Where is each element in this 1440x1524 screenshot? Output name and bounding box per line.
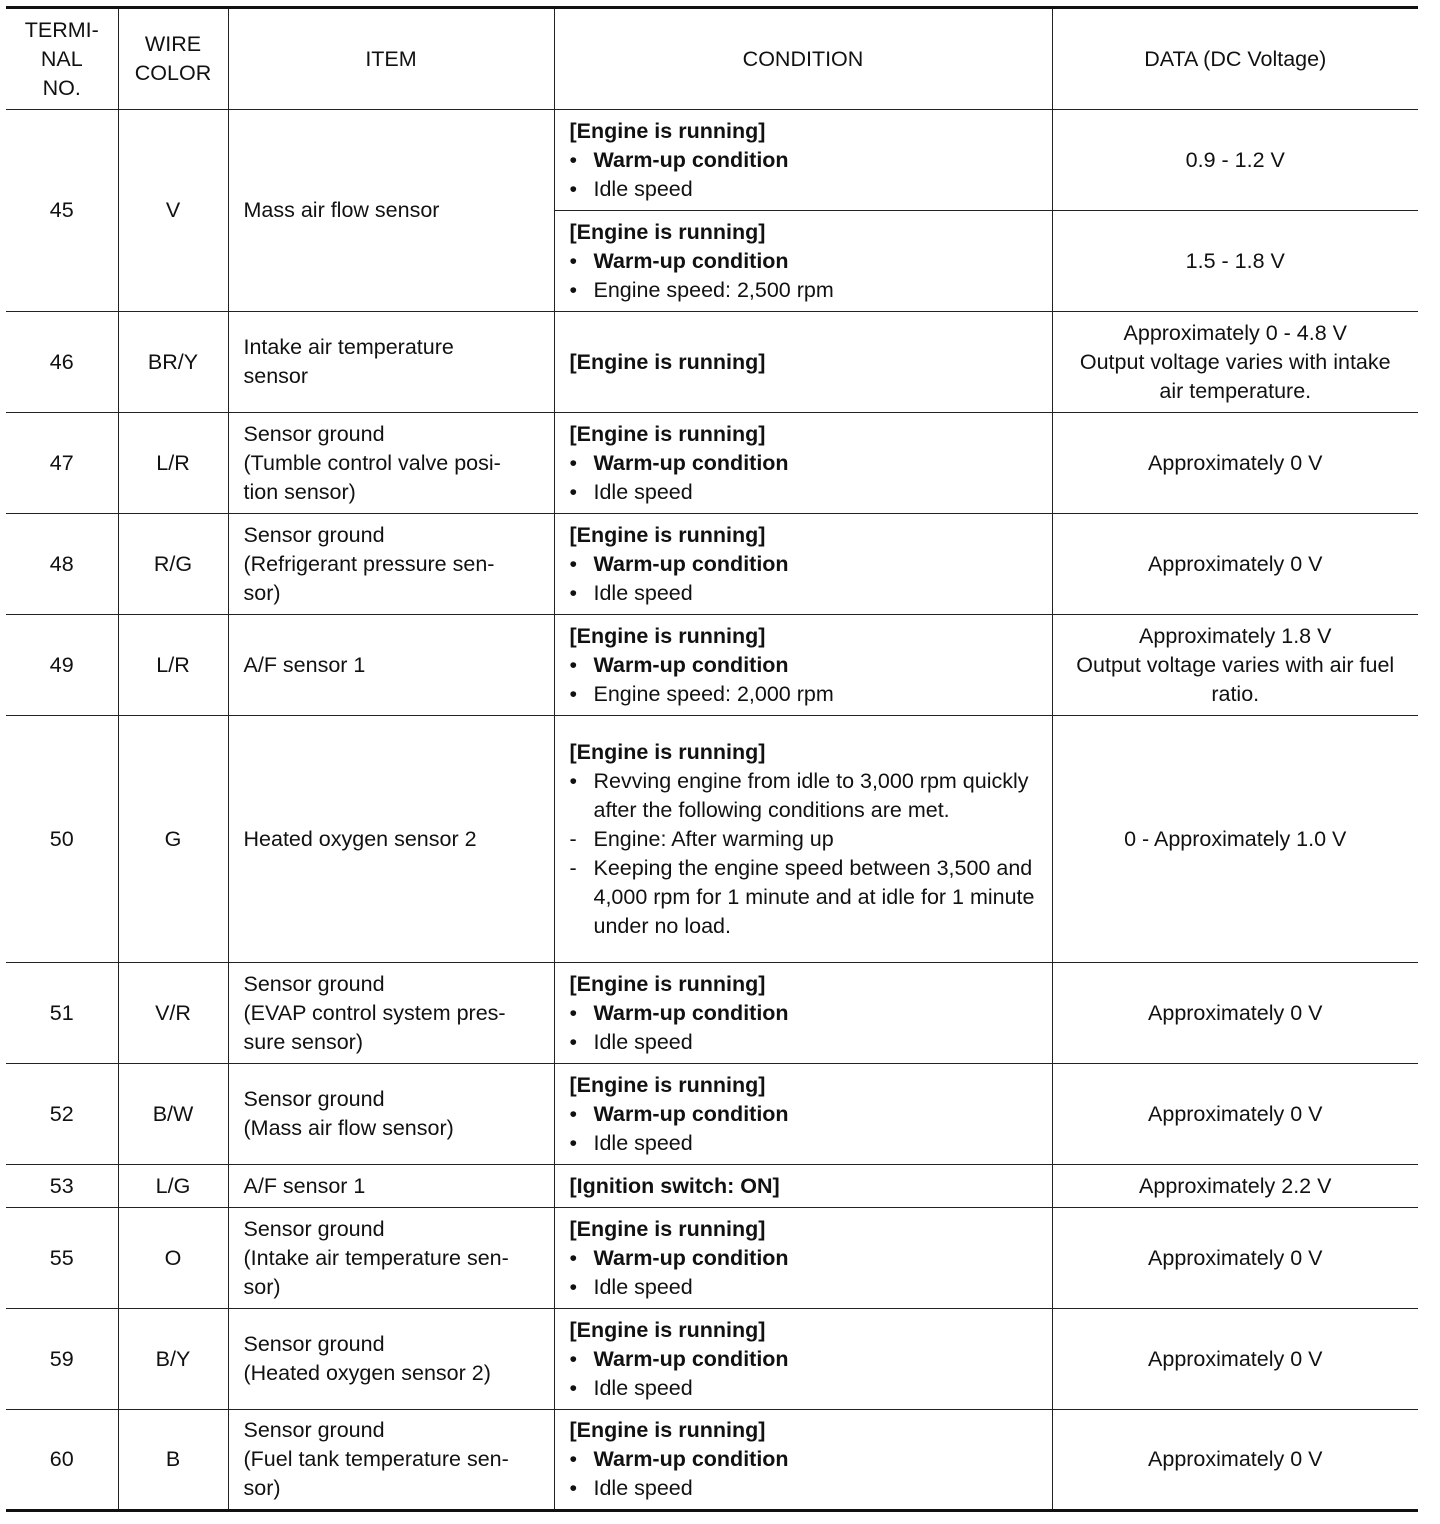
data-line: Approximately 0 V bbox=[1148, 1101, 1323, 1126]
condition-bullet bbox=[570, 1374, 1042, 1403]
dc-voltage-data bbox=[1052, 1410, 1418, 1511]
condition-heading: [Engine is running] bbox=[569, 971, 766, 996]
data-line: Approximately 1.8 V bbox=[1139, 623, 1332, 648]
header-text: TERMI- bbox=[24, 17, 99, 42]
condition-bullet bbox=[570, 651, 1042, 680]
item-line: Intake air temperature bbox=[243, 335, 454, 359]
bullet-marker: • bbox=[569, 1447, 578, 1471]
terminal-no: 50 bbox=[6, 716, 118, 963]
dc-voltage-data bbox=[1052, 963, 1418, 1064]
bullet-text: Warm-up condition bbox=[593, 1000, 789, 1025]
item-name bbox=[228, 1165, 554, 1208]
bullet-text: Warm-up condition bbox=[593, 450, 789, 475]
header-data bbox=[1052, 8, 1418, 110]
bullet-marker: • bbox=[569, 277, 578, 302]
item-line: (Tumble control valve posi- bbox=[243, 450, 501, 475]
item-name bbox=[228, 110, 554, 312]
data-line: Approximately 0 V bbox=[1148, 1346, 1323, 1371]
item-line: (Mass air flow sensor) bbox=[243, 1116, 454, 1140]
bullet-text: Engine speed: 2,000 rpm bbox=[593, 681, 834, 706]
terminal-no: 48 bbox=[6, 514, 118, 615]
bullet-marker: • bbox=[569, 652, 578, 677]
condition bbox=[554, 413, 1052, 514]
bullet-text: Idle speed bbox=[593, 1029, 693, 1054]
condition-bullet bbox=[570, 478, 1042, 507]
item-line: (Heated oxygen sensor 2) bbox=[243, 1361, 491, 1385]
terminal-no: 49 bbox=[6, 615, 118, 716]
item-line: Sensor ground bbox=[243, 1332, 385, 1356]
bullet-text: Warm-up condition bbox=[593, 1447, 789, 1471]
condition-bullet bbox=[570, 1100, 1042, 1129]
item-name bbox=[228, 615, 554, 716]
data-line: Approximately 0 - 4.8 V bbox=[1123, 320, 1347, 345]
table-row bbox=[6, 1208, 1418, 1309]
condition-heading: [Engine is running] bbox=[569, 118, 766, 143]
bullet-text: Idle speed bbox=[593, 1130, 693, 1155]
wire-color: B bbox=[118, 1410, 228, 1511]
bullet-marker: • bbox=[569, 580, 578, 605]
item-line: A/F sensor 1 bbox=[243, 652, 366, 677]
condition-bullet bbox=[570, 449, 1042, 478]
table-row bbox=[6, 1309, 1418, 1410]
condition-heading: [Engine is running] bbox=[569, 623, 766, 648]
bullet-text: Warm-up condition bbox=[593, 652, 789, 677]
bullet-marker: - bbox=[569, 826, 577, 851]
item-line: Sensor ground bbox=[243, 1418, 385, 1442]
dc-voltage-data bbox=[1052, 413, 1418, 514]
dc-voltage-data bbox=[1052, 1208, 1418, 1309]
terminal-no: 59 bbox=[6, 1309, 118, 1410]
header-row bbox=[6, 8, 1418, 110]
bullet-text: Warm-up condition bbox=[593, 551, 789, 576]
item-name bbox=[228, 413, 554, 514]
item-name bbox=[228, 1208, 554, 1309]
item-line: sor) bbox=[243, 1476, 281, 1500]
condition-bullet bbox=[570, 1129, 1042, 1158]
item-name bbox=[228, 514, 554, 615]
bullet-marker: • bbox=[569, 1029, 578, 1054]
item-line: (Refrigerant pressure sen- bbox=[243, 551, 495, 576]
table-row bbox=[6, 1410, 1418, 1511]
condition-bullet bbox=[570, 1273, 1042, 1302]
header-item bbox=[228, 8, 554, 110]
bullet-marker: • bbox=[569, 147, 578, 172]
table-row bbox=[6, 1165, 1418, 1208]
bullet-text: Idle speed bbox=[593, 176, 693, 201]
dc-voltage-data bbox=[1052, 716, 1418, 963]
bullet-marker: • bbox=[569, 479, 578, 504]
condition-bullet bbox=[570, 1345, 1042, 1374]
dc-voltage-data bbox=[1052, 1064, 1418, 1165]
item-line: tion sensor) bbox=[243, 479, 356, 504]
wire-color: L/R bbox=[118, 413, 228, 514]
data-line: ratio. bbox=[1211, 681, 1260, 706]
bullet-text: Idle speed bbox=[593, 1274, 693, 1299]
header-text: CONDITION bbox=[742, 46, 864, 71]
condition-bullet bbox=[570, 999, 1042, 1028]
condition-bullet bbox=[570, 1244, 1042, 1273]
item-line: sensor bbox=[243, 364, 309, 388]
terminal-no: 53 bbox=[6, 1165, 118, 1208]
bullet-marker: • bbox=[569, 1245, 578, 1270]
item-name bbox=[228, 1064, 554, 1165]
bullet-marker: • bbox=[569, 681, 578, 706]
bullet-text: Keeping the engine speed between 3,500 and 4,000 rpm for 1 minute and at idle for 1 minute under no load. bbox=[593, 855, 1035, 938]
data-line: 1.5 - 1.8 V bbox=[1185, 248, 1285, 273]
item-line: sor) bbox=[243, 580, 281, 605]
data-line: Approximately 0 V bbox=[1148, 1447, 1323, 1471]
bullet-text: Warm-up condition bbox=[593, 1346, 789, 1371]
condition-heading: [Engine is running] bbox=[569, 1216, 766, 1241]
item-line: Mass air flow sensor bbox=[243, 198, 440, 222]
condition-bullet bbox=[570, 854, 1042, 941]
terminal-no: 45 bbox=[6, 110, 118, 312]
data-line: Approximately 0 V bbox=[1148, 450, 1323, 475]
table-row bbox=[6, 413, 1418, 514]
wire-color: L/R bbox=[118, 615, 228, 716]
condition bbox=[554, 1309, 1052, 1410]
dc-voltage-data bbox=[1052, 110, 1418, 211]
data-line: Approximately 0 V bbox=[1148, 551, 1323, 576]
condition bbox=[554, 110, 1052, 211]
terminal-no: 52 bbox=[6, 1064, 118, 1165]
condition-heading: [Engine is running] bbox=[569, 522, 766, 547]
bullet-marker: • bbox=[569, 1375, 578, 1400]
data-line: 0 - Approximately 1.0 V bbox=[1124, 826, 1347, 851]
table-row bbox=[6, 1064, 1418, 1165]
condition-bullet bbox=[570, 1474, 1042, 1503]
table-row bbox=[6, 963, 1418, 1064]
item-line: Sensor ground bbox=[243, 421, 385, 446]
bullet-marker: • bbox=[569, 1274, 578, 1299]
item-line: (Fuel tank temperature sen- bbox=[243, 1447, 509, 1471]
terminal-no: 47 bbox=[6, 413, 118, 514]
table-row bbox=[6, 110, 1418, 211]
condition bbox=[554, 963, 1052, 1064]
condition bbox=[554, 716, 1052, 963]
item-name bbox=[228, 1309, 554, 1410]
bullet-marker: - bbox=[569, 855, 577, 880]
condition bbox=[554, 1064, 1052, 1165]
header-terminal-no bbox=[6, 8, 118, 110]
wire-color: V/R bbox=[118, 963, 228, 1064]
condition-heading: [Engine is running] bbox=[569, 349, 766, 374]
condition-bullet bbox=[570, 175, 1042, 204]
condition bbox=[554, 1208, 1052, 1309]
bullet-marker: • bbox=[569, 1130, 578, 1155]
bullet-text: Warm-up condition bbox=[593, 147, 789, 172]
condition-heading: [Engine is running] bbox=[569, 739, 766, 764]
terminal-no: 46 bbox=[6, 312, 118, 413]
item-line: Sensor ground bbox=[243, 522, 385, 547]
item-line: (EVAP control system pres- bbox=[243, 1000, 506, 1025]
data-line: Approximately 0 V bbox=[1148, 1000, 1323, 1025]
wire-color: BR/Y bbox=[118, 312, 228, 413]
wire-color: R/G bbox=[118, 514, 228, 615]
bullet-marker: • bbox=[569, 248, 578, 273]
terminal-table-container bbox=[6, 6, 1418, 1512]
header-text: NAL bbox=[40, 46, 83, 71]
table-row bbox=[6, 312, 1418, 413]
item-line: sor) bbox=[243, 1274, 281, 1299]
bullet-text: Revving engine from idle to 3,000 rpm quickly after the following conditions are met. bbox=[593, 768, 1029, 822]
header-wire-color bbox=[118, 8, 228, 110]
bullet-marker: • bbox=[569, 176, 578, 201]
item-line: Sensor ground bbox=[243, 1216, 385, 1241]
item-name bbox=[228, 1410, 554, 1511]
table-body bbox=[6, 110, 1418, 1511]
bullet-text: Idle speed bbox=[593, 580, 693, 605]
bullet-text: Idle speed bbox=[593, 479, 693, 504]
item-line: Sensor ground bbox=[243, 1087, 385, 1111]
wire-color: B/Y bbox=[118, 1309, 228, 1410]
header-condition bbox=[554, 8, 1052, 110]
condition-heading: [Ignition switch: ON] bbox=[569, 1173, 780, 1198]
header-text: ITEM bbox=[365, 46, 417, 71]
item-name bbox=[228, 716, 554, 963]
condition-bullet bbox=[570, 247, 1042, 276]
bullet-marker: • bbox=[569, 768, 578, 793]
condition-bullet bbox=[570, 767, 1042, 825]
header-text: WIRE bbox=[144, 32, 202, 56]
condition-bullet bbox=[570, 276, 1042, 305]
bullet-text: Warm-up condition bbox=[593, 1101, 789, 1126]
bullet-marker: • bbox=[569, 1000, 578, 1025]
header-text: NO. bbox=[42, 75, 81, 100]
condition bbox=[554, 1165, 1052, 1208]
wire-color: O bbox=[118, 1208, 228, 1309]
item-line: sure sensor) bbox=[243, 1029, 363, 1054]
dc-voltage-data bbox=[1052, 1309, 1418, 1410]
bullet-text: Engine: After warming up bbox=[593, 826, 834, 851]
item-line: A/F sensor 1 bbox=[243, 1173, 366, 1198]
bullet-text: Warm-up condition bbox=[593, 1245, 789, 1270]
condition-bullet bbox=[570, 579, 1042, 608]
terminal-data-table bbox=[6, 6, 1418, 1512]
dc-voltage-data bbox=[1052, 615, 1418, 716]
item-line: Sensor ground bbox=[243, 971, 385, 996]
condition bbox=[554, 1410, 1052, 1511]
data-line: Approximately 2.2 V bbox=[1139, 1173, 1332, 1198]
item-name bbox=[228, 312, 554, 413]
bullet-marker: • bbox=[569, 1101, 578, 1126]
data-line: Output voltage varies with intake bbox=[1079, 349, 1391, 374]
terminal-no: 51 bbox=[6, 963, 118, 1064]
table-row bbox=[6, 615, 1418, 716]
dc-voltage-data bbox=[1052, 514, 1418, 615]
wire-color: L/G bbox=[118, 1165, 228, 1208]
condition-bullet bbox=[570, 146, 1042, 175]
condition-bullet bbox=[570, 1445, 1042, 1474]
condition bbox=[554, 514, 1052, 615]
dc-voltage-data bbox=[1052, 211, 1418, 312]
condition-bullet bbox=[570, 825, 1042, 854]
bullet-marker: • bbox=[569, 551, 578, 576]
bullet-text: Engine speed: 2,500 rpm bbox=[593, 277, 834, 302]
condition bbox=[554, 615, 1052, 716]
condition-bullet bbox=[570, 1028, 1042, 1057]
condition-heading: [Engine is running] bbox=[569, 1072, 766, 1097]
bullet-marker: • bbox=[569, 450, 578, 475]
condition-heading: [Engine is running] bbox=[569, 1317, 766, 1342]
condition-heading: [Engine is running] bbox=[569, 1418, 766, 1442]
data-line: Output voltage varies with air fuel bbox=[1076, 652, 1395, 677]
condition-heading: [Engine is running] bbox=[569, 421, 766, 446]
data-line: Approximately 0 V bbox=[1148, 1245, 1323, 1270]
item-line: (Intake air temperature sen- bbox=[243, 1245, 509, 1270]
condition bbox=[554, 211, 1052, 312]
terminal-no: 55 bbox=[6, 1208, 118, 1309]
table-row bbox=[6, 514, 1418, 615]
table-row bbox=[6, 716, 1418, 963]
item-line: Heated oxygen sensor 2 bbox=[243, 826, 477, 851]
wire-color: G bbox=[118, 716, 228, 963]
condition-heading: [Engine is running] bbox=[569, 219, 766, 244]
bullet-text: Warm-up condition bbox=[593, 248, 789, 273]
dc-voltage-data bbox=[1052, 1165, 1418, 1208]
bullet-text: Idle speed bbox=[593, 1476, 693, 1500]
bullet-marker: • bbox=[569, 1476, 578, 1500]
wire-color: B/W bbox=[118, 1064, 228, 1165]
condition bbox=[554, 312, 1052, 413]
header-text: DATA (DC Voltage) bbox=[1144, 46, 1327, 71]
condition-bullet bbox=[570, 550, 1042, 579]
item-name bbox=[228, 963, 554, 1064]
bullet-marker: • bbox=[569, 1346, 578, 1371]
condition-bullet bbox=[570, 680, 1042, 709]
dc-voltage-data bbox=[1052, 312, 1418, 413]
bullet-text: Idle speed bbox=[593, 1375, 693, 1400]
data-line: air temperature. bbox=[1159, 378, 1312, 403]
data-line: 0.9 - 1.2 V bbox=[1185, 147, 1285, 172]
terminal-no: 60 bbox=[6, 1410, 118, 1511]
header-text: COLOR bbox=[134, 61, 212, 85]
wire-color: V bbox=[118, 110, 228, 312]
